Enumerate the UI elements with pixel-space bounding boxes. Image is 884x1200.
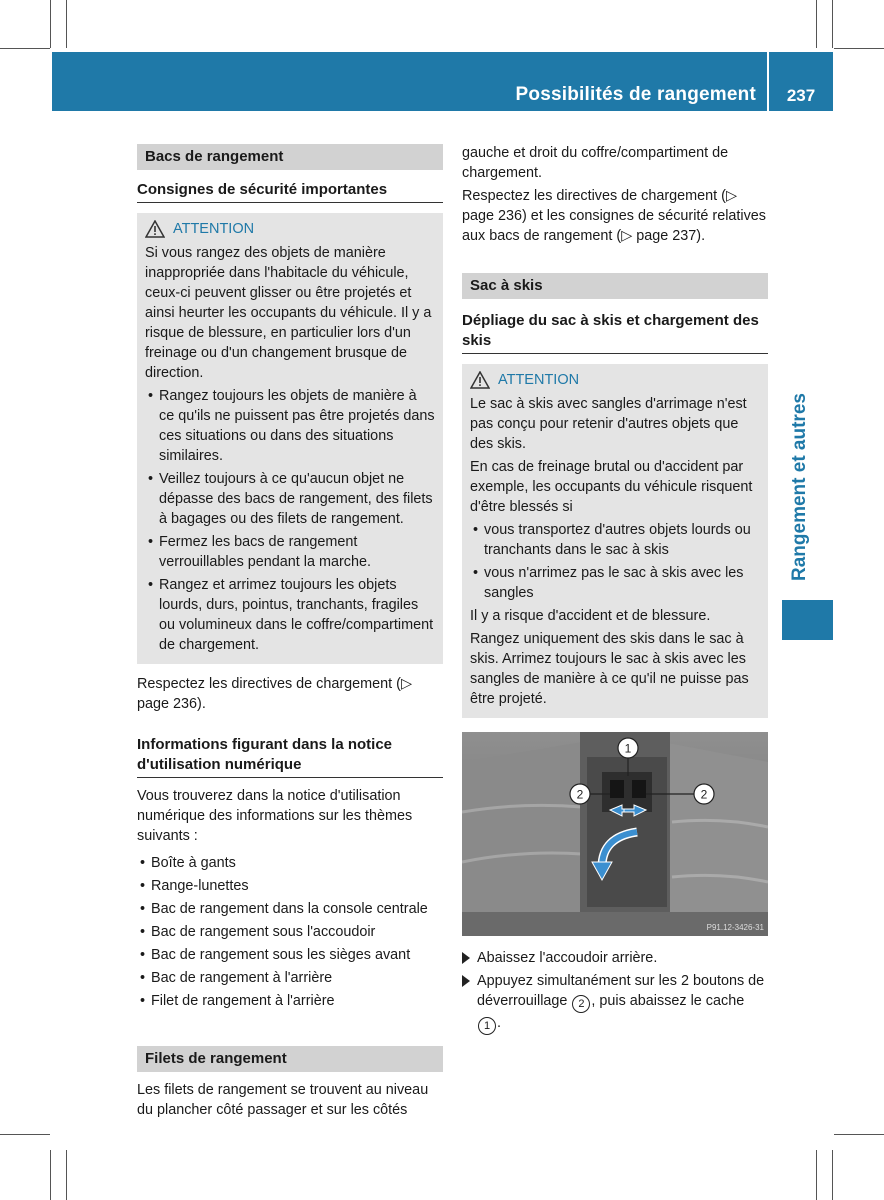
crop-mark	[50, 1150, 51, 1200]
loading-directive-text: Respectez les directives de chargement (▷ page 236).	[137, 676, 413, 712]
warning-label: ATTENTION	[498, 372, 580, 388]
continued-text: gauche et droit du coffre/compartiment de chargement.	[462, 145, 729, 181]
directives-text: Respectez les directives de chargement (▷ page 236) et les consignes de sécurité relatives aux bacs de rangement (▷ page 237).	[462, 188, 766, 244]
crop-mark	[834, 48, 884, 49]
list-item: • Filet de rangement à l'arrière	[137, 991, 443, 1011]
crop-mark	[0, 1134, 50, 1135]
list-item: • Range-lunettes	[137, 876, 443, 896]
circled-number: 1	[478, 1017, 496, 1035]
subsection-ski-bag: Dépliage du sac à skis et chargement des skis	[462, 311, 768, 354]
list-item: • Boîte à gants	[137, 853, 443, 873]
warning-bullet: • vous n'arrimez pas le sac à skis avec les sangles	[470, 563, 760, 603]
list-item: • Bac de rangement dans la console centrale	[137, 899, 443, 919]
instruction-step	[462, 971, 768, 1035]
list-item: • Bac de rangement sous les sièges avant	[137, 945, 443, 965]
warning-bullet: • Rangez toujours les objets de manière à ce qu'ils ne puissent pas être projetés dans ces situations ou dans des situations similaires.	[145, 386, 435, 466]
list-item: • Bac de rangement sous l'accoudoir	[137, 922, 443, 942]
warning-bullet: • Veillez toujours à ce qu'aucun objet ne dépasse des bacs de rangement, des filets à bagages ou des filets de rangement.	[145, 469, 435, 529]
warning-triangle-icon	[470, 371, 490, 389]
crop-mark	[832, 1150, 833, 1200]
subsection-digital-manual: Informations figurant dans la notice d'utilisation numérique	[137, 735, 443, 778]
side-tab-label: Rangement et autres	[789, 393, 810, 581]
warning-text: Rangez uniquement des skis dans le sac à skis. Arrimez toujours le sac à skis avec les sangles de manière à ce qu'il ne puisse pas être projeté.	[470, 631, 749, 707]
warning-text: En cas de freinage brutal ou d'accident par exemple, les occupants du véhicule risquent d'être blessés si	[470, 459, 753, 515]
warning-text: Le sac à skis avec sangles d'arrimage n'est pas conçu pour retenir d'autres objets que des skis.	[470, 396, 747, 452]
page-title: Possibilités de rangement	[515, 84, 756, 105]
warning-box	[137, 213, 443, 664]
crop-mark	[834, 1134, 884, 1135]
left-column	[137, 144, 443, 1123]
figure-code: P91.12-3426-31	[706, 923, 764, 932]
right-column	[462, 143, 768, 1038]
crop-mark	[816, 0, 817, 48]
crop-mark	[66, 0, 67, 48]
side-tab	[780, 377, 820, 597]
crop-mark	[832, 0, 833, 48]
circled-number: 2	[572, 995, 590, 1013]
warning-title	[470, 370, 760, 390]
crop-mark	[66, 1150, 67, 1200]
step-text: .	[497, 1015, 501, 1031]
section-title-storage-bins: Bacs de rangement	[137, 144, 443, 170]
step-arrow-icon	[462, 952, 470, 964]
warning-bullet: • Fermez les bacs de rangement verrouillables pendant la marche.	[145, 532, 435, 572]
step-text: Abaissez l'accoudoir arrière.	[477, 950, 658, 966]
callout-1: 1	[624, 741, 632, 756]
crop-mark	[816, 1150, 817, 1200]
digital-manual-text: Vous trouverez dans la notice d'utilisation numérique des informations sur les thèmes suivants :	[137, 788, 413, 844]
step-arrow-icon	[462, 975, 470, 987]
armrest-photo	[462, 732, 768, 936]
callout-2-right: 2	[700, 787, 708, 802]
warning-box	[462, 364, 768, 718]
warning-title	[145, 219, 435, 239]
step-text: , puis abaissez le cache	[591, 993, 745, 1009]
callout-2-left: 2	[576, 787, 584, 802]
warning-text: Il y a risque d'accident et de blessure.	[470, 608, 711, 624]
warning-bullet: • vous transportez d'autres objets lourds ou tranchants dans le sac à skis	[470, 520, 760, 560]
instruction-step	[462, 948, 768, 968]
warning-label: ATTENTION	[173, 221, 255, 237]
warning-text: Si vous rangez des objets de manière inappropriée dans l'habitacle du véhicule, ceux-ci peuvent glisser ou être projetés et ainsi heurter les occupants du véhicule. Il y a risque de blessure, en particulier lors d'un freinage ou d'un changement brusque de direction.	[145, 245, 432, 381]
section-title-nets: Filets de rangement	[137, 1046, 443, 1072]
section-title-ski-bag: Sac à skis	[462, 273, 768, 299]
subsection-safety: Consignes de sécurité importantes	[137, 180, 443, 203]
warning-bullet: • Rangez et arrimez toujours les objets lourds, durs, pointus, tranchants, fragiles ou volumineux dans le coffre/compartiment de chargement.	[145, 575, 435, 655]
side-tab-block	[782, 600, 833, 640]
crop-mark	[0, 48, 50, 49]
list-item: • Bac de rangement à l'arrière	[137, 968, 443, 988]
nets-text: Les filets de rangement se trouvent au niveau du plancher côté passager et sur les côtés	[137, 1082, 429, 1118]
step-text: Appuyez simultanément sur les 2 boutons de déverrouillage	[477, 973, 765, 1009]
warning-triangle-icon	[145, 220, 165, 238]
page-number: 237	[786, 86, 816, 105]
crop-mark	[50, 0, 51, 48]
